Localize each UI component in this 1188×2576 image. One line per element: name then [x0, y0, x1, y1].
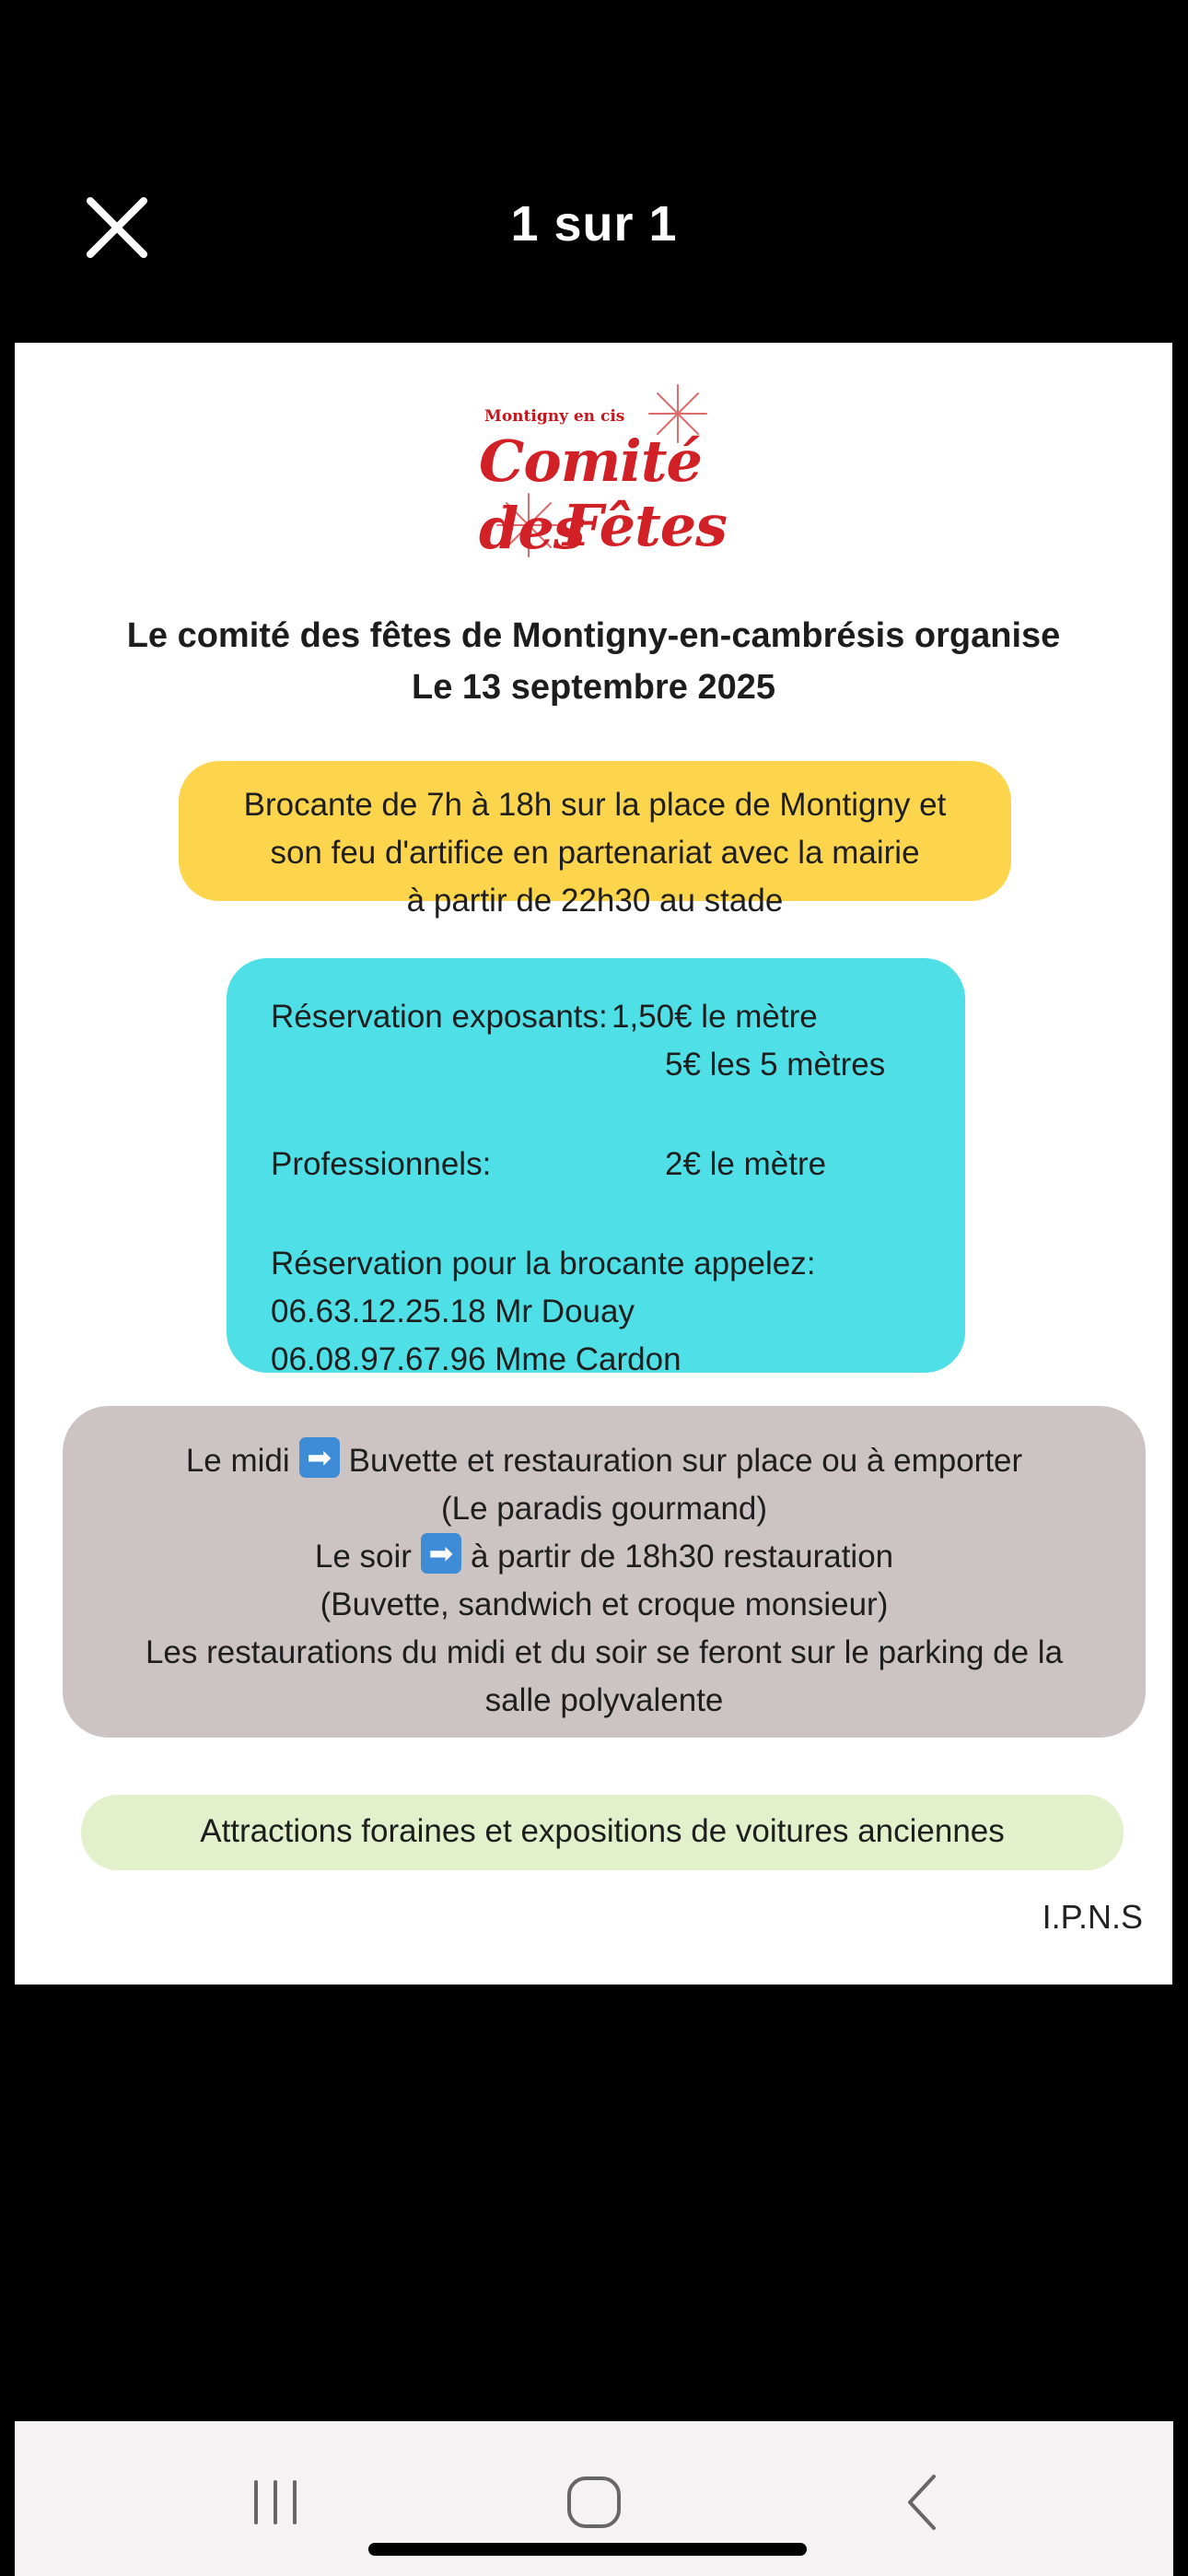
- headline-date: Le 13 septembre 2025: [411, 668, 775, 707]
- midi-label: Le midi: [185, 1443, 290, 1479]
- viewer-header: [0, 0, 1188, 341]
- page-counter: 1 sur 1: [510, 196, 678, 252]
- brocante-line3: à partir de 22h30 au stade: [406, 883, 784, 919]
- food-location-line1: Les restaurations du midi et du soir se feront sur le parking de la: [145, 1634, 1064, 1670]
- exposants-row: [227, 993, 965, 1041]
- soir-label: Le soir: [314, 1539, 412, 1575]
- close-button[interactable]: [81, 192, 153, 263]
- arrow-right-icon: [299, 1437, 340, 1478]
- soir-text: à partir de 18h30 restauration: [470, 1539, 894, 1575]
- exposants-price-meter: 1,50€ le mètre: [611, 999, 818, 1035]
- brocante-info-box: [179, 761, 1011, 919]
- back-icon: [882, 2465, 965, 2539]
- exposants-label: Réservation exposants:: [271, 999, 608, 1035]
- comite-des-fetes-logo: [466, 380, 742, 582]
- logo-title-line1: Comité des: [479, 427, 702, 562]
- logo-title-line2: Fêtes: [563, 492, 728, 559]
- logo-small-text: Montigny en cis: [484, 407, 625, 426]
- attractions-text: Attractions foraines et expositions de voitures anciennes: [200, 1813, 1005, 1849]
- attractions-box: [81, 1795, 1124, 1870]
- back-button[interactable]: [882, 2465, 965, 2539]
- food-location-line2: salle polyvalente: [484, 1682, 724, 1718]
- reservation-box: [227, 958, 965, 1377]
- pro-label: Professionnels:: [271, 1146, 492, 1182]
- midi-line: [63, 1437, 1146, 1485]
- ipns-label: I.P.N.S: [1042, 1898, 1143, 1936]
- home-indicator[interactable]: [368, 2543, 807, 2556]
- poster-image: [15, 343, 1172, 1985]
- call-label: Réservation pour la brocante appelez:: [271, 1246, 816, 1282]
- contact-cardon: 06.08.97.67.96 Mme Cardon: [271, 1341, 681, 1377]
- exposants-price-5m: 5€ les 5 mètres: [665, 1047, 886, 1083]
- brocante-line2: son feu d'artifice en partenariat avec la mairie: [270, 835, 920, 871]
- close-icon: [81, 192, 153, 263]
- headline-line1: Le comité des fêtes de Montigny-en-cambrésis organise: [126, 616, 1061, 655]
- call-row: [227, 1240, 965, 1288]
- arrow-right-icon: [421, 1533, 461, 1574]
- soir-line: [63, 1533, 1146, 1581]
- recent-apps-button[interactable]: [234, 2465, 317, 2539]
- food-info-box: [63, 1406, 1146, 1738]
- midi-note: (Le paradis gourmand): [440, 1491, 768, 1527]
- contact-row-2: [227, 1336, 965, 1384]
- exposants-row-2: [227, 1041, 965, 1089]
- home-button[interactable]: [553, 2465, 635, 2539]
- contact-row-1: [227, 1288, 965, 1336]
- pro-price: 2€ le mètre: [665, 1146, 827, 1182]
- pro-row: [227, 1141, 965, 1188]
- home-icon: [553, 2465, 635, 2539]
- midi-text: Buvette et restauration sur place ou à emporter: [348, 1443, 1023, 1479]
- soir-note: (Buvette, sandwich et croque monsieur): [320, 1587, 889, 1622]
- recent-apps-icon: [234, 2465, 317, 2539]
- brocante-line1: Brocante de 7h à 18h sur la place de Montigny et: [243, 787, 947, 823]
- poster-headline: [15, 610, 1172, 713]
- contact-douay: 06.63.12.25.18 Mr Douay: [271, 1294, 635, 1329]
